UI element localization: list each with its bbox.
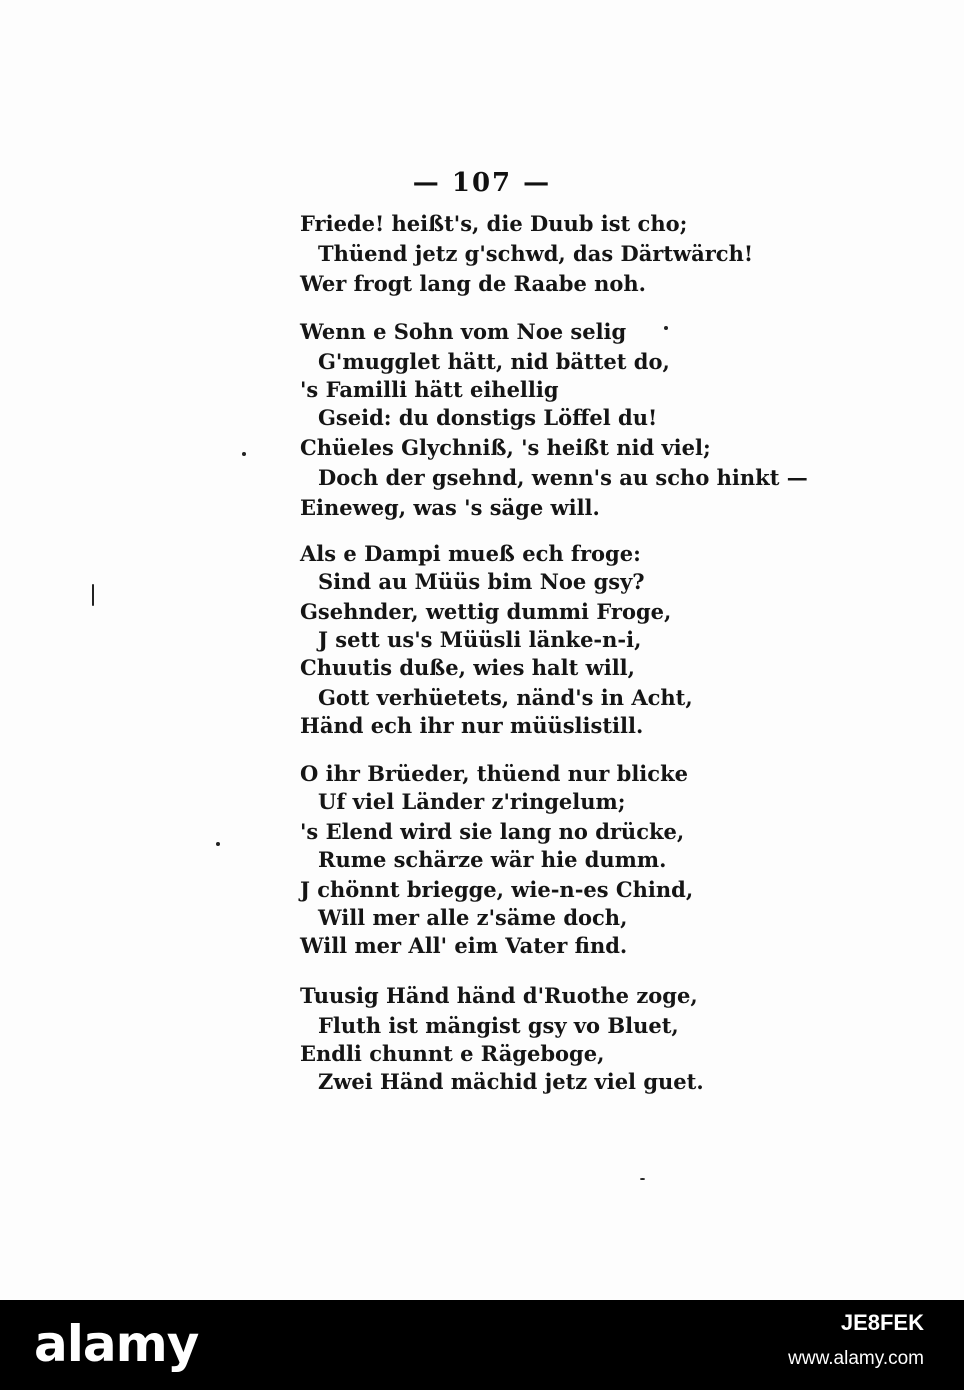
verse-line: Händ ech ihr nur müüslistill.: [300, 713, 644, 738]
verse-line: Gsehnder, wettig dummi Froge,: [300, 599, 672, 624]
image-id: JE8FEK: [840, 1310, 924, 1335]
verse-line: Fluth ist mängist gsy vo Bluet,: [318, 1013, 679, 1038]
scan-speck: [216, 842, 220, 846]
site-url: www.alamy.com: [788, 1348, 924, 1369]
verse-line: Eineweg, was 's säge will.: [300, 495, 600, 520]
verse-line: 's Elend wird sie lang no drücke,: [300, 819, 685, 844]
verse-line: Tuusig Händ händ d'Ruothe zoge,: [300, 983, 698, 1008]
alamy-logo: alamy: [34, 1315, 199, 1373]
verse-line: Chüeles Glychniß, 's heißt nid viel;: [300, 435, 711, 460]
page-number: — 107 —: [412, 168, 552, 198]
verse-line: Uf viel Länder z'ringelum;: [318, 789, 626, 814]
verse-line: Als e Dampi mueß ech froge:: [300, 541, 641, 566]
verse-line: Zwei Händ mächid jetz viel guet.: [318, 1069, 704, 1094]
verse-line: Endli chunnt e Rägeboge,: [300, 1041, 605, 1066]
verse-line: Doch der gsehnd, wenn's au scho hinkt —: [318, 465, 808, 490]
verse-line: J sett us's Müüsli länke-n-i,: [318, 627, 642, 652]
verse-line: Sind au Müüs bim Noe gsy?: [318, 569, 645, 594]
verse-line: O ihr Brüeder, thüend nur blicke: [300, 761, 688, 786]
verse-line: 's Familli hätt eihellig: [300, 377, 559, 402]
verse-line: Gott verhüetets, nänd's in Acht,: [318, 685, 693, 710]
scan-speck: [640, 1178, 645, 1180]
verse-line: Friede! heißt's, die Duub ist cho;: [300, 211, 688, 236]
verse-line: Wer frogt lang de Raabe noh.: [300, 271, 646, 296]
verse-line: J chönnt briegge, wie-n-es Chind,: [300, 877, 694, 902]
verse-line: Will mer All' eim Vater find.: [300, 933, 628, 958]
verse-line: Will mer alle z'säme doch,: [318, 905, 628, 930]
verse-line: Wenn e Sohn vom Noe selig: [300, 319, 627, 344]
watermark-footer: [0, 1300, 964, 1390]
scan-speck: [664, 326, 668, 330]
verse-line: G'mugglet hätt, nid bättet do,: [318, 349, 670, 374]
verse-line: Rume schärze wär hie dumm.: [318, 847, 667, 872]
scan-speck: [92, 584, 94, 606]
verse-line: Chuutis duße, wies halt will,: [300, 655, 635, 680]
verse-line: Gseid: du donstigs Löffel du!: [318, 405, 658, 430]
verse-line: Thüend jetz g'schwd, das Därtwärch!: [318, 241, 754, 266]
scan-speck: [242, 452, 246, 456]
